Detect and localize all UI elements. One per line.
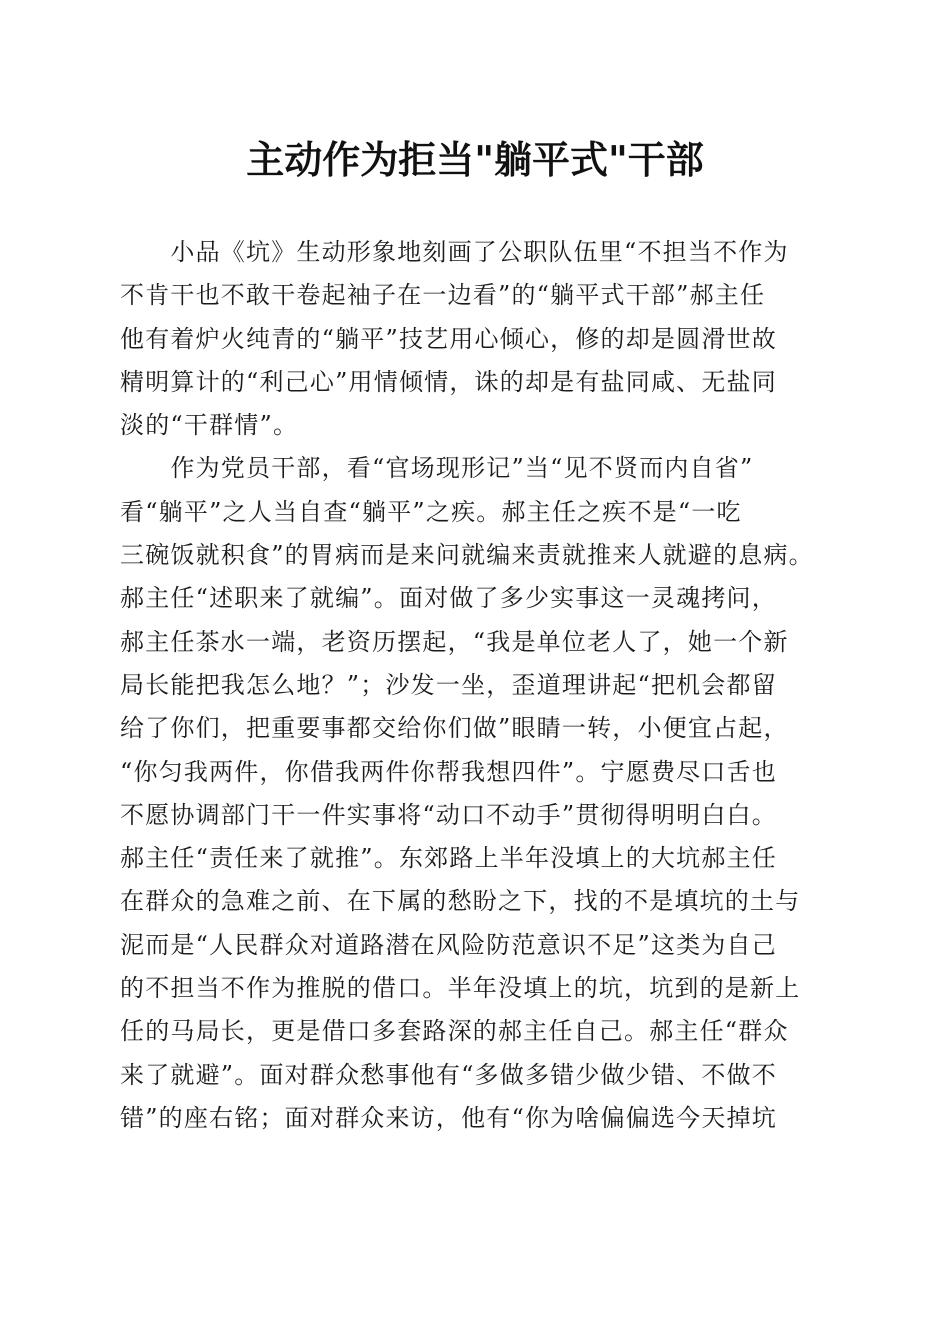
body-line: 不愿协调部门干一件实事将“动口不动手”贯彻得明明白白。 <box>120 800 777 829</box>
body-line: 小品《坑》生动形象地刻画了公职队伍里“不担当不作为 <box>120 238 789 266</box>
document-title: 主动作为拒当"躺平式"干部 <box>246 137 704 182</box>
body-line: 泥而是“人民群众对道路潜在风险防范意识不足”这类为自己 <box>120 930 777 959</box>
body-line: 不肯干也不敢干卷起袖子在一边看”的“躺平式干部”郝主任 <box>120 281 766 310</box>
body-line: 郝主任“责任来了就推”。东郊路上半年没填上的大坑郝主任 <box>120 844 777 873</box>
body-line: 局长能把我怎么地？”；沙发一坐，歪道理讲起“把机会都留 <box>120 670 777 699</box>
body-line: 精明算计的“利己心”用情倾情，诛的却是有盐同咸、无盐同 <box>120 367 777 396</box>
body-line: 看“躺平”之人当自查“躺平”之疾。郝主任之疾不是“一吃 <box>120 497 742 526</box>
body-line: 作为党员干部，看“官场现形记”当“见不贤而内自省” <box>120 454 754 483</box>
document-body <box>120 231 835 1140</box>
body-line: 给了你们，把重要事都交给你们做”眼睛一转，小便宜占起， <box>120 714 789 743</box>
body-line: 在群众的急难之前、在下属的愁盼之下，找的不是填坑的土与 <box>120 887 801 916</box>
body-line: 郝主任茶水一端，老资历摆起，“我是单位老人了，她一个新 <box>120 627 789 656</box>
body-line: 淡的“干群情”。 <box>120 411 299 440</box>
body-line: 任的马局长，更是借口多套路深的郝主任自己。郝主任“群众 <box>120 1017 789 1046</box>
body-line: 郝主任“述职来了就编”。面对做了多少实事这一灵魂拷问， <box>120 584 777 613</box>
body-line: 来了就避”。面对群众愁事他有“多做多错少做少错、不做不 <box>120 1060 777 1089</box>
body-line: 错”的座右铭；面对群众来访，他有“你为啥偏偏选今天掉坑 <box>120 1103 777 1132</box>
body-line: 他有着炉火纯青的“躺平”技艺用心倾心，修的却是圆滑世故 <box>120 324 777 353</box>
body-line: 的不担当不作为推脱的借口。半年没填上的坑，坑到的是新上 <box>120 974 801 1003</box>
body-line: 三碗饭就积食”的胃病而是来问就编来责就推来人就避的息病。 <box>120 541 814 570</box>
body-line: “你匀我两件，你借我两件你帮我想四件”。宁愿费尽口舌也 <box>120 757 777 786</box>
